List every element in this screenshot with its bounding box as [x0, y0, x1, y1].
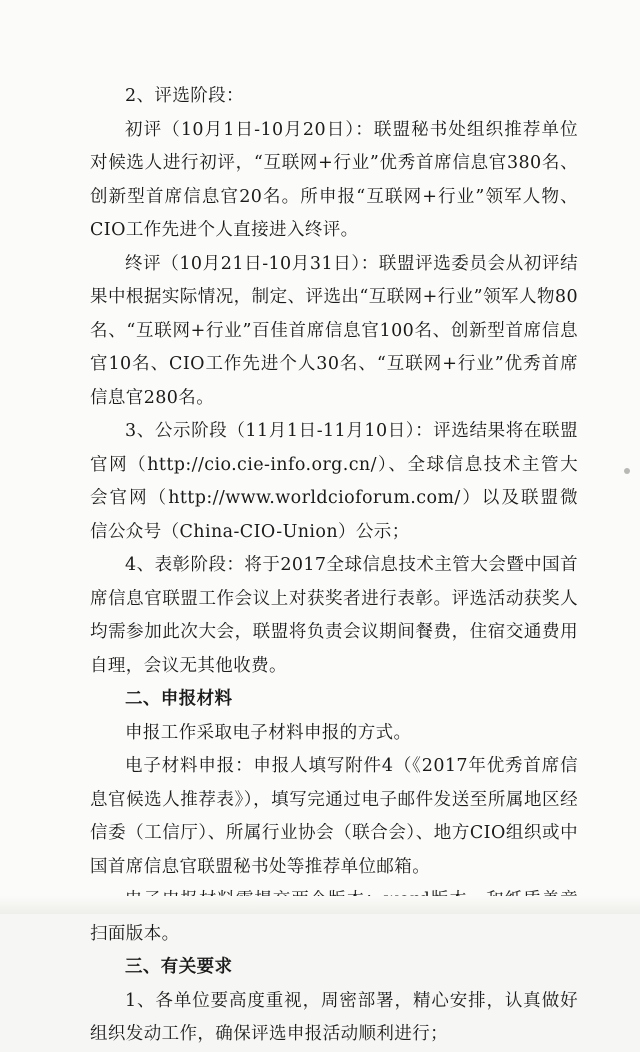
paragraph-electronic-application: 电子材料申报：申报人填写附件4（《2017年优秀首席信息官候选人推荐表》），填写完通过电子邮件发送至所属地区经信委（工信厅）、所属行业协会（联合会）、地方CIO组织或中国首席信息官联盟秘书处等推荐单位邮箱。: [90, 756, 578, 877]
heading-application-materials: 二、申报材料: [125, 689, 233, 709]
paragraph-commendation: 4、表彰阶段：将于2017全球信息技术主管大会暨中国首席信息官联盟工作会议上对获奖者进行表彰。评选活动获奖人均需参加此次大会，联盟将负责会议期间餐费，住宿交通费用自理，会议无其他收费。: [90, 555, 578, 676]
page-bottom-edge: [0, 896, 640, 914]
section-item-selection-stages: 2、评选阶段：: [125, 86, 244, 106]
paragraph-application-method: 申报工作采取电子材料申报的方式。: [125, 722, 412, 743]
paragraph-requirement-1: 1、各单位要高度重视，周密部署，精心安排，认真做好组织发动工作，确保评选申报活动顺利进行；: [90, 990, 578, 1044]
paragraph-final-review: 终评（10月21日-10月31日）：联盟评选委员会从初评结果中根据实际情况，制定、评选出“互联网+行业”领军人物80名、“互联网+行业”百佳首席信息官100名、创新型首席信息官10名、CIO工作先进个人30名、“互联网+行业”优秀首席信息官280名。: [90, 253, 578, 408]
paragraph-public-notice: 3、公示阶段（11月1日-11月10日）：评选结果将在联盟官网（http://cio.cie-info.org.cn/）、全球信息技术主管大会官网（http://www.worldcioforum.com/）以及联盟微信公众号（China-CIO-Union）公示；: [90, 421, 578, 542]
paragraph-submission-versions: 扫面版本。: [90, 923, 180, 944]
scan-dot: [624, 468, 630, 474]
heading-requirements: 三、有关要求: [125, 957, 233, 977]
paragraph-preliminary-review: 初评（10月1日-10月20日）：联盟秘书处组织推荐单位对候选人进行初评，“互联网+行业”优秀首席信息官380名、创新型首席信息官20名。所申报“互联网+行业”领军人物、CIO工作先进个人直接进入终评。: [90, 119, 578, 240]
